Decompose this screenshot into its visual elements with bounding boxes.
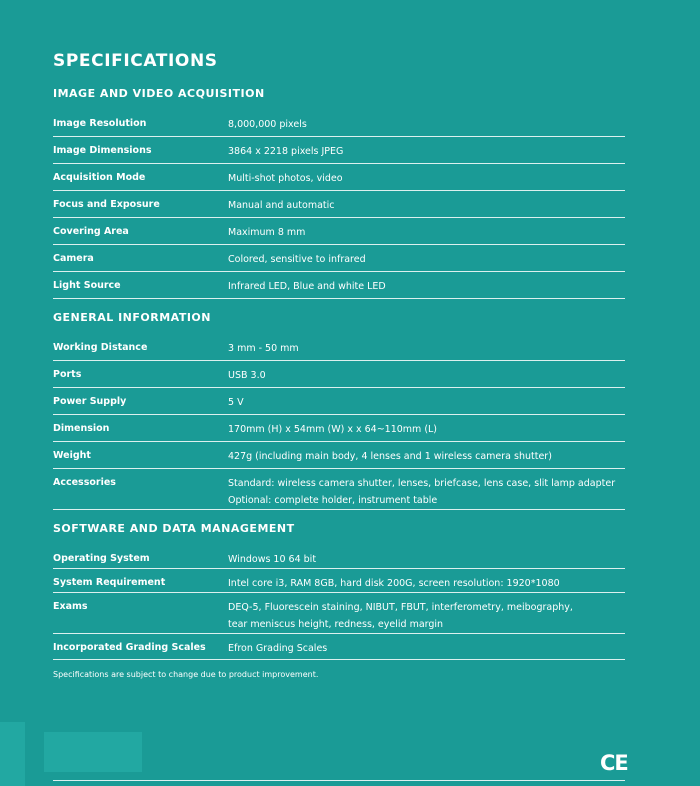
spec-value: Intel core i3, RAM 8GB, hard disk 200G, screen resolution: 1920*1080 bbox=[228, 578, 560, 589]
spec-label: Dimension bbox=[53, 423, 110, 434]
spec-table-software bbox=[53, 545, 625, 660]
spec-value: Manual and automatic bbox=[228, 200, 335, 211]
spec-row bbox=[53, 415, 625, 442]
spec-table-general bbox=[53, 334, 625, 510]
spec-row bbox=[53, 164, 625, 191]
spec-value-line: tear meniscus height, redness, eyelid margin bbox=[228, 619, 444, 630]
spec-row bbox=[53, 361, 625, 388]
spec-value: Windows 10 64 bit bbox=[228, 554, 317, 565]
spec-value-line: Standard: wireless camera shutter, lenses, briefcase, lens case, slit lamp adapter bbox=[228, 478, 616, 489]
spec-label: Image Resolution bbox=[53, 118, 147, 129]
spec-row bbox=[53, 137, 625, 164]
spec-value: USB 3.0 bbox=[228, 370, 266, 381]
spec-value: Maximum 8 mm bbox=[228, 227, 306, 238]
spec-value: 5 V bbox=[228, 397, 244, 408]
spec-row bbox=[53, 272, 625, 299]
spec-table-acquisition bbox=[53, 110, 625, 299]
spec-label: Image Dimensions bbox=[53, 145, 152, 156]
spec-label: Covering Area bbox=[53, 226, 129, 237]
decorative-strip bbox=[0, 722, 25, 786]
spec-value: 3864 x 2218 pixels JPEG bbox=[228, 146, 344, 157]
ce-mark-icon: CE bbox=[600, 751, 628, 775]
spec-value: Multi-shot photos, video bbox=[228, 173, 343, 184]
section-heading-software: SOFTWARE AND DATA MANAGEMENT bbox=[53, 522, 295, 535]
spec-row bbox=[53, 634, 625, 660]
decorative-block bbox=[44, 732, 142, 772]
spec-row bbox=[53, 388, 625, 415]
spec-label: Camera bbox=[53, 253, 94, 264]
spec-row bbox=[53, 569, 625, 593]
spec-row bbox=[53, 218, 625, 245]
spec-value: 170mm (H) x 54mm (W) x x 64~110mm (L) bbox=[228, 424, 438, 435]
spec-value: 8,000,000 pixels bbox=[228, 119, 307, 130]
spec-row bbox=[53, 245, 625, 272]
spec-label: Weight bbox=[53, 450, 91, 461]
spec-value: Infrared LED, Blue and white LED bbox=[228, 281, 386, 292]
spec-row bbox=[53, 545, 625, 569]
spec-row bbox=[53, 110, 625, 137]
spec-value bbox=[228, 599, 625, 633]
spec-label: System Requirement bbox=[53, 577, 166, 588]
spec-row bbox=[53, 593, 625, 634]
spec-label: Working Distance bbox=[53, 342, 148, 353]
section-heading-acquisition: IMAGE AND VIDEO ACQUISITION bbox=[53, 87, 265, 100]
spec-value-line: Optional: complete holder, instrument table bbox=[228, 495, 438, 506]
spec-value bbox=[228, 475, 625, 509]
disclaimer-note: Specifications are subject to change due to product improvement. bbox=[53, 670, 319, 679]
spec-label: Focus and Exposure bbox=[53, 199, 160, 210]
spec-label: Power Supply bbox=[53, 396, 127, 407]
section-heading-general: GENERAL INFORMATION bbox=[53, 311, 211, 324]
spec-row bbox=[53, 334, 625, 361]
spec-label: Operating System bbox=[53, 553, 150, 564]
spec-label: Ports bbox=[53, 369, 82, 380]
spec-row bbox=[53, 469, 625, 510]
page-title: SPECIFICATIONS bbox=[53, 51, 218, 71]
spec-label: Incorporated Grading Scales bbox=[53, 642, 206, 653]
spec-label: Acquisition Mode bbox=[53, 172, 146, 183]
spec-value: 427g (including main body, 4 lenses and 1 wireless camera shutter) bbox=[228, 451, 552, 462]
spec-row bbox=[53, 191, 625, 218]
spec-value: 3 mm - 50 mm bbox=[228, 343, 299, 354]
spec-value: Colored, sensitive to infrared bbox=[228, 254, 366, 265]
spec-value: Efron Grading Scales bbox=[228, 643, 328, 654]
spec-label: Exams bbox=[53, 601, 88, 612]
footer-divider bbox=[53, 780, 625, 781]
spec-content bbox=[53, 50, 625, 680]
spec-row bbox=[53, 442, 625, 469]
spec-value-line: DEQ-5, Fluorescein staining, NIBUT, FBUT, interferometry, meibography, bbox=[228, 602, 573, 613]
spec-label: Accessories bbox=[53, 477, 116, 488]
spec-label: Light Source bbox=[53, 280, 121, 291]
